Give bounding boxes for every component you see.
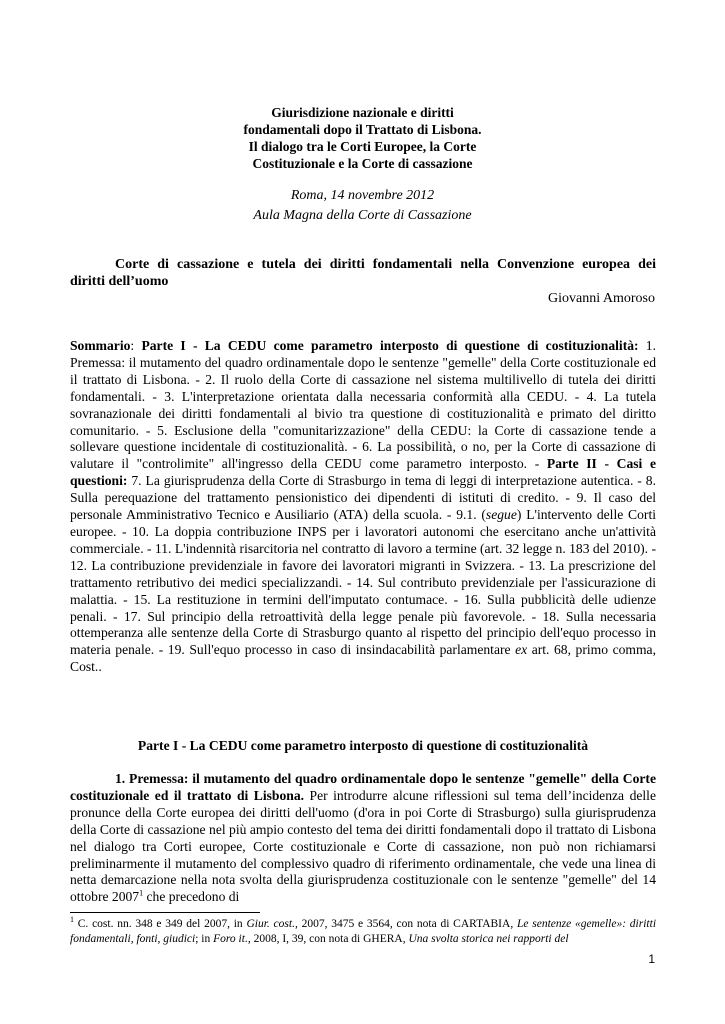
summary-paragraph [70,338,656,676]
title-line: Costituzionale e la Corte di cassazione [252,156,473,171]
footnote-text: ; in [195,932,214,945]
summary-label: Sommario [70,338,131,353]
summary-part1-heading: Parte I - La CEDU come parametro interposto di questione di costituzionalità: [141,338,639,353]
paragraph-text: Per introdurre alcune riflessioni sul tema dell’incidenza delle pronunce della Corte europea dei diritti dell'uomo (d'ora in poi Corte di Strasburgo) sulla giurisprudenza della Corte di cassazione nel più ampio contesto del tema dei diritti fondamentali dopo il trattato di Lisbona nel dialogo tra Corti europee, Corte costituzionale e Corte di cassazione, non può non richiamarsi preliminarmente il mutamento del complessivo quadro di riferimento ordinamentale, che vede una linea di netta demarcazione nella nota svolta della giurisprudenza costituzionale con le sentenze "gemelle" del 14 ottobre 2007 [70,787,656,905]
footnote-italic: Giur. cost. [246,918,295,930]
footnote [70,917,656,946]
event-date: Roma, 14 novembre 2012 [290,188,435,203]
summary-part2-items: ) L'intervento delle Corti europee. - 10. La doppia contribuzione INPS per i lavoratori autonomi che esercitano anche un'attività commerciale. - 11. L'indennità risarcitoria nel contratto di lavoro a termine (art. 32 legge n. 183 del 2010). - 12. La contribuzione previdenziale in favore dei lavoratori migranti in Svizzera. - 13. La prescrizione del trattamento retributivo dei medici specializzandi. - 14. Sul contributo previdenziale per l'assicurazione di malattia. - 15. La restituzione in termini dell'imputato contumace. - 16. Sulla pubblicità delle udienze penali. - 17. Sul principio della retroattività della legge penale più favorevole. - 18. Sulla necessaria ottemperanza alle sentenze della Corte di Strasburgo quanto al rispetto del principio dell'equo processo in materia penale. - 19. Sull'equo processo in caso di insindacabilità parlamentare [70,507,656,658]
summary-part2-items: art. 68, primo comma, Cost.. [70,642,656,675]
footnote-italic: Le sentenze «gemelle»: diritti fondamentali, fonti, giudici [70,918,657,945]
footnote-mark: 1 [70,915,74,925]
paper-subject [70,256,656,290]
title-line: Il dialogo tra le Corti Europee, la Corte [248,139,477,154]
event-venue [70,186,655,226]
summary-colon: : [130,338,142,353]
section-heading: Parte I - La CEDU come parametro interposto di questione di costituzionalità [137,738,589,753]
summary-part1-items: 1. Premessa: il mutamento del quadro ordinamentale dopo le sentenze "gemelle" della Corte costituzionale ed il trattato di Lisbona. - 2. Il ruolo della Corte di cassazione nel sistema multilivello di tutela dei diritti fondamentali. - 3. L'interpretazione orientata dalla necessaria conformità alla CEDU. - 4. La tutela sovranazionale dei diritti fondamentali al bivio tra questione di costituzionalità e primato del diritto comunitario. - 5. Esclusione della "comunitarizzazione" della CEDU: la Corte di cassazione tende a sollevare questione incidentale di costituzionalità. - 6. La possibilità, o no, per la Corte di cassazione di valutare il "controlimite" all'ingresso della CEDU come parametro interposto. - [70,338,656,472]
body-paragraph [70,771,656,906]
author-name: Giovanni Amoroso [548,291,655,306]
subject-line: Corte di cassazione e tutela dei diritti fondamentali nella Convenzione europea dei [115,257,656,272]
footnote-text: C. cost. nn. 348 e 349 del 2007, in [74,918,247,930]
page-number: 1 [648,952,655,966]
summary-part2-items: 7. La giurisprudenza della Corte di Strasburgo in tema di leggi di interpretazione autentica. - 8. Sulla perequazione del trattamento pensionistico dei dipendenti di istituti di credito. - 9. Il caso del personale Amministrativo Tecnico e Ausiliario (ATA) della scuola. - 9.1. ( [70,473,656,523]
paragraph-text: che precedono di [143,889,240,905]
event-place: Aula Magna della Corte di Cassazione [253,208,472,223]
footnote-reference[interactable]: 1 [139,888,144,898]
subject-line: diritti dell’uomo [70,274,169,289]
summary-part2-heading: Parte II - Casi e questioni: [70,456,656,489]
segue-italic: segue [485,507,517,523]
title-line: fondamentali dopo il Trattato di Lisbona. [243,122,482,137]
ex-italic: ex [515,642,528,658]
footnote-separator [70,912,260,913]
paragraph-heading: 1. Premessa: il mutamento del quadro ordinamentale dopo le sentenze "gemelle" della Corte costituzionale ed il trattato di Lisbona. [70,771,656,803]
document-title [70,104,655,172]
title-line: Giurisdizione nazionale e diritti [271,105,454,120]
footnote-italic: Una svolta storica nei rapporti del [408,932,569,945]
footnote-italic: Foro it. [213,932,248,945]
footnote-text: , 2008, I, 39, con nota di GHERA, [247,932,409,945]
footnote-text: , 2007, 3475 e 3564, con nota di CARTABIA, [294,918,517,930]
